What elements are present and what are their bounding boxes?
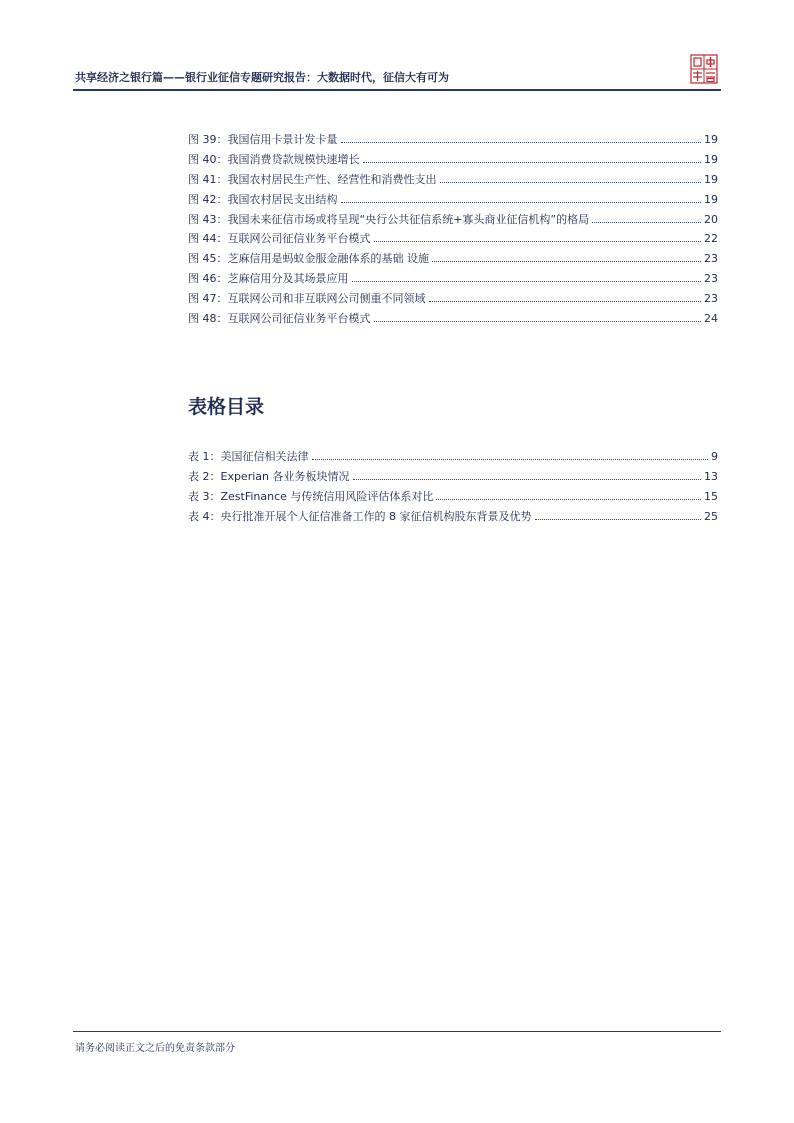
toc-item-page: 23 [704,292,718,306]
toc-item-page: 20 [704,212,718,226]
disclaimer-note: 请务必阅读正文之后的免责条款部分 [75,1043,235,1054]
dot-leader [374,309,702,322]
dot-leader [432,249,701,262]
toc-item-label: 图 43：我国未来征信市场或将呈现“央行公共征信系统+寡头商业征信机构”的格局 [188,212,590,226]
toc-item-figure-46[interactable] [188,269,718,289]
toc-item-label: 表 3：ZestFinance 与传统信用风险评估体系对比 [188,489,434,503]
toc-item-figure-44[interactable] [188,229,718,249]
toc-item-figure-48[interactable] [188,309,718,329]
toc-item-page: 19 [704,152,718,166]
toc-item-figure-42[interactable] [188,190,718,210]
dot-leader [535,507,702,520]
toc-item-page: 19 [704,172,718,186]
dot-leader [374,229,702,242]
toc-item-table-4[interactable] [188,507,718,527]
report-header-title: 共享经济之银行篇——银行业征信专题研究报告：大数据时代，征信大有可为 [75,71,449,84]
dot-leader [352,269,702,282]
dot-leader [429,289,702,302]
toc-item-page: 15 [704,489,718,503]
dot-leader [592,210,701,223]
toc-item-figure-43[interactable] [188,210,718,230]
toc-item-figure-39[interactable] [188,130,718,150]
toc-item-label: 图 45：芝麻信用是蚂蚁金服金融体系的基础 设施 [188,252,429,266]
dot-leader [353,467,702,480]
toc-item-table-1[interactable] [188,447,718,467]
footer-divider [73,1031,721,1032]
toc-item-page: 25 [704,509,718,523]
dot-leader [341,190,702,203]
toc-item-table-3[interactable] [188,487,718,507]
toc-item-page: 24 [704,312,718,326]
toc-item-label: 图 46：芝麻信用分及其场景应用 [188,272,349,286]
toc-item-page: 19 [704,192,718,206]
toc-item-page: 22 [704,232,718,246]
toc-item-page: 19 [704,133,718,146]
figures-toc [188,130,718,329]
toc-item-figure-47[interactable] [188,289,718,309]
dot-leader [341,130,702,143]
toc-item-figure-45[interactable] [188,249,718,269]
toc-item-page: 23 [704,252,718,266]
toc-item-label: 图 40：我国消费贷款规模快速增长 [188,152,360,166]
toc-item-label: 图 42：我国农村居民支出结构 [188,192,338,206]
toc-item-label: 表 2：Experian 各业务板块情况 [188,469,350,483]
toc-item-table-2[interactable] [188,467,718,487]
toc-item-page: 23 [704,272,718,286]
toc-item-figure-41[interactable] [188,170,718,190]
dot-leader [312,447,709,460]
toc-item-page: 13 [704,469,718,483]
zhongxin-securities-logo-icon [690,54,718,84]
toc-item-page: 9 [711,450,718,463]
toc-item-label: 图 41：我国农村居民生产性、经营性和消费性支出 [188,172,437,186]
toc-item-label: 图 44：互联网公司征信业务平台模式 [188,232,371,246]
toc-item-label: 图 47：互联网公司和非互联网公司侧重不同领域 [188,292,426,306]
toc-item-label: 图 39：我国信用卡景计发卡量 [188,133,338,146]
toc-item-label: 表 4：央行批准开展个人征信准备工作的 8 家征信机构股东背景及优势 [188,509,532,523]
tables-toc [188,447,718,527]
dot-leader [363,150,702,163]
tables-toc-heading: 表格目录 [188,396,265,418]
dot-leader [436,487,701,500]
header-divider [73,89,721,91]
dot-leader [440,170,702,183]
toc-item-figure-40[interactable] [188,150,718,170]
toc-item-label: 表 1：美国征信相关法律 [188,450,309,463]
toc-item-label: 图 48：互联网公司征信业务平台模式 [188,312,371,326]
